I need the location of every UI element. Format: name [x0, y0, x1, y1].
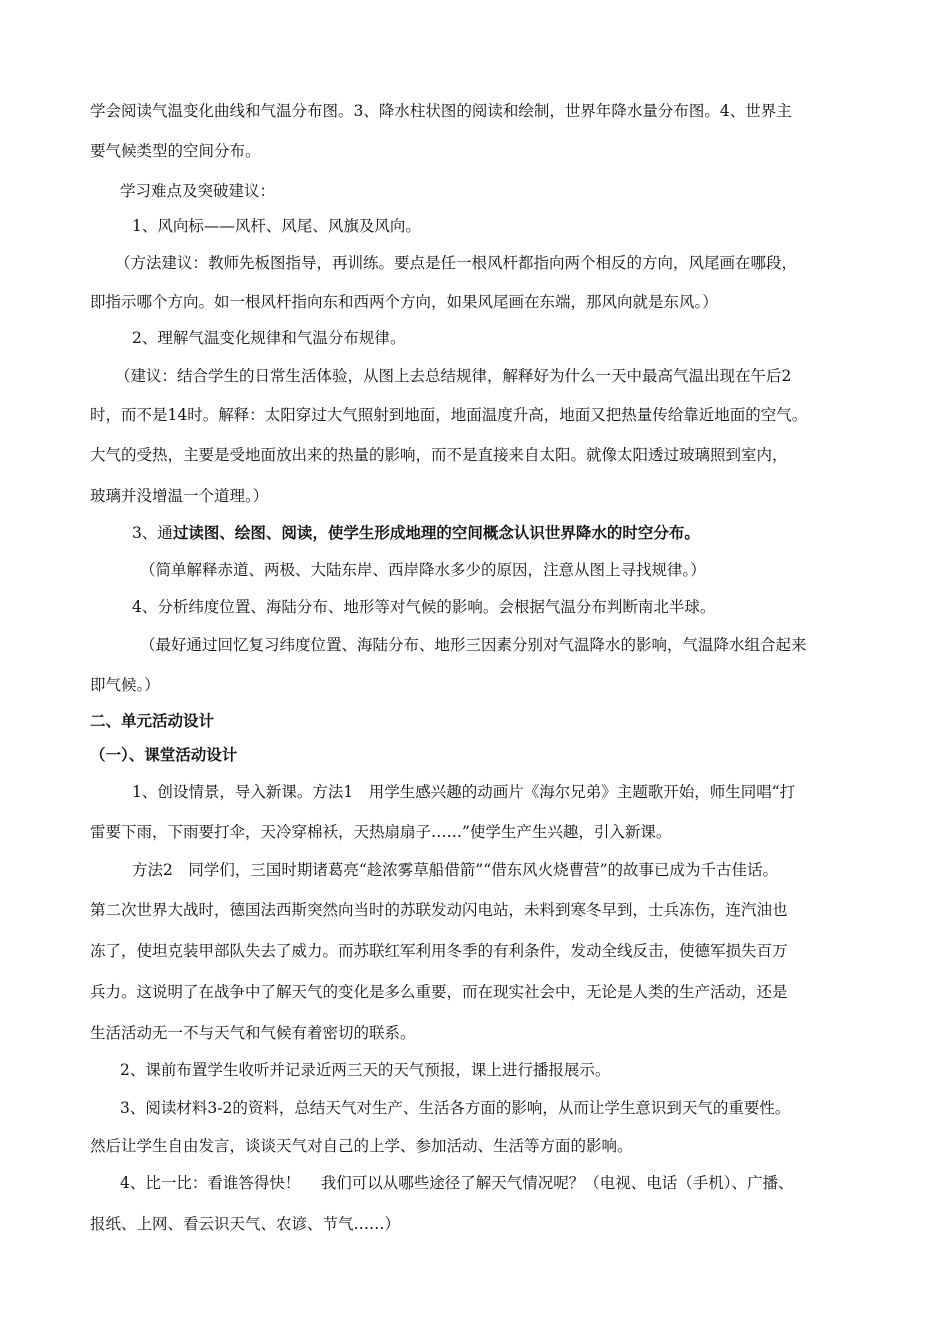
paragraph-line: 方法2 同学们，三国时期诸葛亮“趁浓雾草船借箭”“借东风火烧曹营”的故事已成为千古佳话。 [132, 861, 779, 879]
paragraph-line: 生活活动无一不与天气和气候有着密切的联系。 [90, 1024, 416, 1042]
paragraph-line: 即气候。） [90, 676, 160, 694]
paragraph-line: 即指示哪个方向。如一根风杆指向东和西两个方向，如果风尾画在东端，那风向就是东风。） [90, 293, 718, 311]
paragraph-line: （方法建议：教师先板图指导，再训练。要点是任一根风杆都指向两个相反的方向，风尾画在哪段， [115, 254, 798, 272]
list-item: 4、比一比：看谁答得快！ 我们可以从哪些途径了解天气情况呢？（电视、电话（手机）、广播、 [120, 1174, 794, 1192]
paragraph-line: （最好通过回忆复习纬度位置、海陆分布、地形三因素分别对气温降水的影响，气温降水组合起来 [140, 636, 807, 654]
subsection-heading: （一）、课堂活动设计 [90, 745, 238, 764]
paragraph-line: 冻了，使坦克装甲部队失去了威力。而苏联红军利用冬季的有利条件，发动全线反击，使德军损失百万 [90, 942, 788, 960]
paragraph-line: （简单解释赤道、两极、大陆东岸、西岸降水多少的原因，注意从图上寻找规律。） [140, 561, 706, 579]
list-item: 2、理解气温变化规律和气温分布规律。 [132, 329, 406, 347]
paragraph-line: 报纸、上网、看云识天气、农谚、节气……） [90, 1215, 401, 1233]
list-item: 3、阅读材料3-2的资料，总结天气对生产、生活各方面的影响，从而让学生意识到天气的重要性。 [120, 1099, 791, 1117]
paragraph-line: 第二次世界大战时，德国法西斯突然向当时的苏联发动闪电站，未料到寒冬早到，士兵冻伤，连汽油也 [90, 901, 788, 919]
list-item-emphasis: 过读图、绘图、阅读，使学生形成地理的空间概念认识世界降水的时空分布。 [172, 523, 700, 542]
paragraph-line: 玻璃并没增温一个道理。） [90, 487, 269, 505]
paragraph-line: 雷要下雨，下雨要打伞，天冷穿棉袄，天热扇扇子……”使学生产生兴趣，引入新课。 [90, 823, 672, 841]
section-heading: 学习难点及突破建议： [120, 182, 276, 200]
section-heading: 二、单元活动设计 [90, 711, 215, 730]
paragraph-line: 时，而不是14时。解释：太阳穿过大气照射到地面，地面温度升高，地面又把热量传给靠近地面的空气。 [90, 406, 808, 424]
list-item: 1、创设情景，导入新课。方法1 用学生感兴趣的动画片《海尔兄弟》主题歌开始，师生同唱“打 [132, 783, 796, 801]
paragraph-line: 然后让学生自由发言，谈谈天气对自己的上学、参加活动、生活等方面的影响。 [90, 1137, 633, 1155]
list-item: 2、课前布置学生收听并记录近两三天的天气预报，课上进行播报展示。 [120, 1061, 611, 1079]
paragraph-line: 兵力。这说明了在战争中了解天气的变化是多么重要，而在现实社会中，无论是人类的生产活动，还是 [90, 983, 788, 1001]
paragraph-line: （建议：结合学生的日常生活体验，从图上去总结规律，解释好为什么一天中最高气温出现在午后2 [115, 367, 792, 385]
paragraph-line: 学会阅读气温变化曲线和气温分布图。3、降水柱状图的阅读和绘制，世界年降水量分布图。4、世界主 [90, 102, 792, 120]
list-item [132, 523, 700, 543]
paragraph-line: 大气的受热，主要是受地面放出来的热量的影响，而不是直接来自太阳。就像太阳透过玻璃照到室内， [90, 446, 788, 464]
list-item: 4、分析纬度位置、海陆分布、地形等对气候的影响。会根据气温分布判断南北半球。 [132, 598, 716, 616]
paragraph-line: 要气候类型的空间分布。 [90, 142, 261, 160]
list-item-prefix: 3、通 [132, 524, 173, 542]
list-item: 1、风向标——风杆、风尾、风旗及风向。 [132, 217, 421, 235]
